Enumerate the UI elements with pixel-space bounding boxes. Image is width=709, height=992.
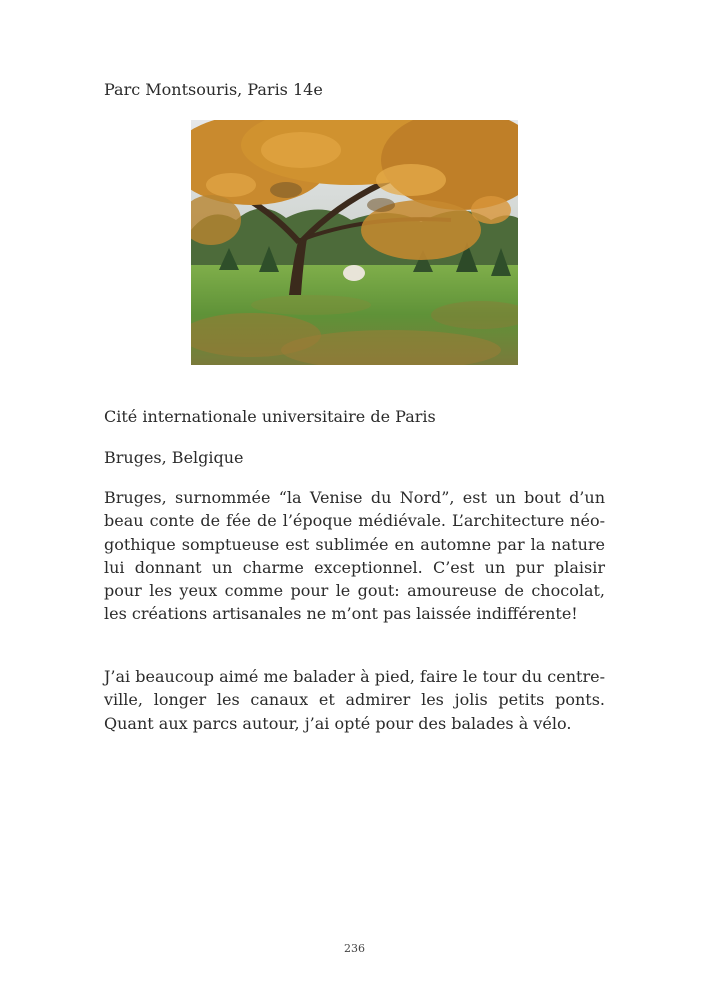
paragraph: Bruges, surnommée “la Venise du Nord”, est un bout d’un beau conte de fée de l’époque médiévale. L’architecture néo-gothique somptueuse est sublimée en automne par la nature lui donnant un charme exceptionnel. C’est un pur plaisir pour les yeux comme pour le gout: amoureuse de chocolat, les créations artisanales ne m’ont pas laissée indifférente! [104, 488, 605, 624]
photo-caption: Parc Montsouris, Paris 14e [104, 80, 323, 99]
cite-caption: Cité internationale universitaire de Paris [104, 407, 436, 426]
park-photo [191, 120, 518, 365]
bruges-caption: Bruges, Belgique [104, 448, 244, 467]
paragraph: J’ai beaucoup aimé me balader à pied, faire le tour du centre-ville, longer les canaux et admirer les jolis petits ponts. Quant aux parcs autour, j’ai opté pour des balades à vélo. [104, 667, 605, 733]
page-number: 236 [344, 942, 365, 955]
